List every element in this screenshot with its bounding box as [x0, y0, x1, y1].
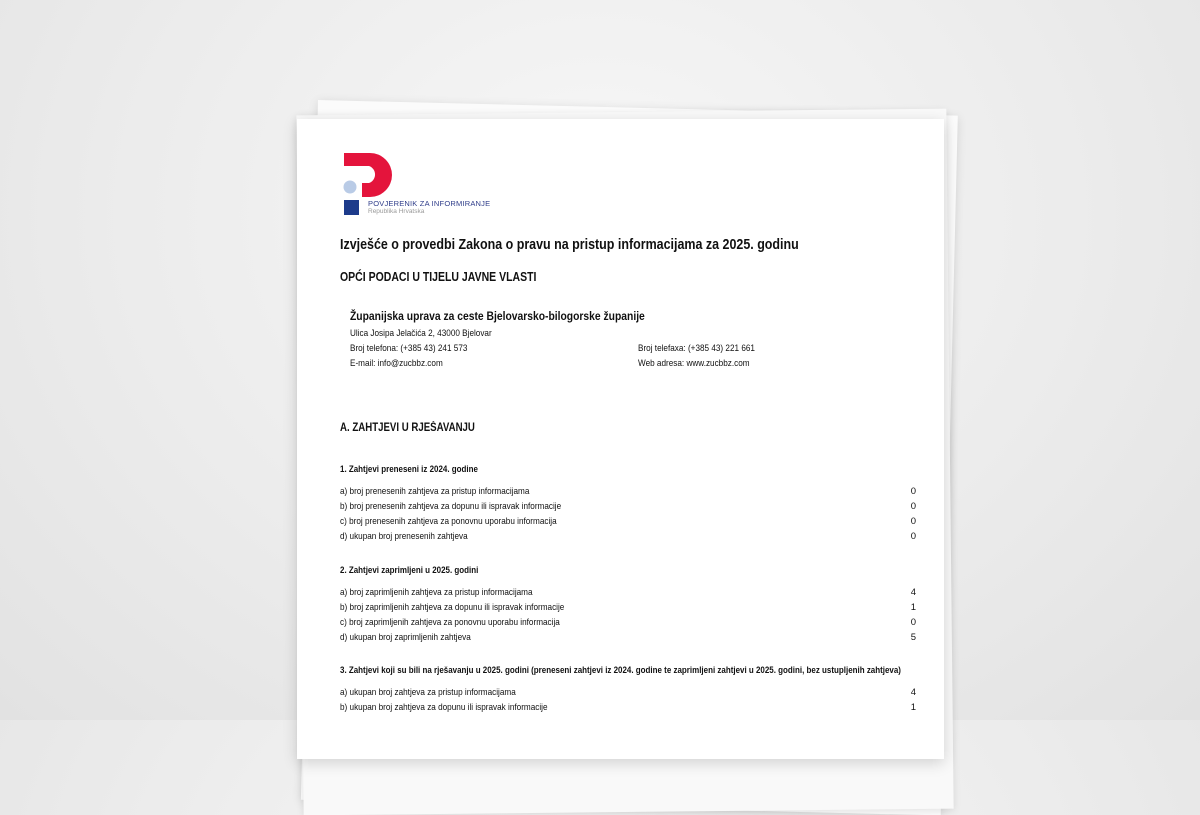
- row-label: c) broj zaprimljenih zahtjeva za ponovnu uporabu informacija: [340, 617, 560, 628]
- row-value: 5: [910, 632, 916, 643]
- table-row: [340, 501, 916, 514]
- row-label: b) broj prenesenih zahtjeva za dopunu ili ispravak informacije: [340, 501, 562, 512]
- povjerenik-logo: [342, 151, 492, 221]
- row-label: a) ukupan broj zahtjeva za pristup informacijama: [340, 687, 516, 698]
- table-row: [340, 702, 916, 715]
- row-value: 1: [910, 702, 916, 713]
- row-label: b) broj zaprimljenih zahtjeva za dopunu ili ispravak informacije: [340, 602, 565, 613]
- logo-subtitle: Republika Hrvatska: [368, 208, 425, 215]
- row-value: 0: [910, 516, 916, 527]
- general-data-heading: OPĆI PODACI U TIJELU JAVNE VLASTI: [340, 270, 537, 284]
- row-value: 4: [910, 687, 916, 698]
- document-title: Izvješće o provedbi Zakona o pravu na pristup informacijama za 2025. godinu: [340, 237, 799, 253]
- table-row: [340, 617, 916, 630]
- group-3-title: 3. Zahtjevi koji su bili na rješavanju u 2025. godini (preneseni zahtjevi iz 2024. godine te zaprimljeni zahtjevi u 2025. godini, bez ustupljenih zahtjeva): [340, 665, 901, 676]
- row-value: 1: [910, 602, 916, 613]
- row-label: a) broj zaprimljenih zahtjeva za pristup informacijama: [340, 587, 533, 598]
- organization-fax: Broj telefaxa: (+385 43) 221 661: [638, 343, 755, 354]
- row-value: 4: [910, 587, 916, 598]
- document-page: [297, 119, 944, 759]
- row-label: a) broj prenesenih zahtjeva za pristup informacijama: [340, 486, 530, 497]
- row-label: c) broj prenesenih zahtjeva za ponovnu uporabu informacija: [340, 516, 557, 527]
- row-value: 0: [910, 617, 916, 628]
- organization-email: E-mail: info@zucbbz.com: [350, 358, 443, 369]
- table-row: [340, 587, 916, 600]
- group-2-title: 2. Zahtjevi zaprimljeni u 2025. godini: [340, 565, 479, 576]
- table-row: [340, 486, 916, 499]
- organization-phone: Broj telefona: (+385 43) 241 573: [350, 343, 468, 354]
- row-value: 0: [910, 501, 916, 512]
- logo-title: POVJERENIK ZA INFORMIRANJE: [368, 199, 491, 208]
- organization-address: Ulica Josipa Jelačića 2, 43000 Bjelovar: [350, 328, 492, 339]
- organization-web: Web adresa: www.zucbbz.com: [638, 358, 750, 369]
- organization-name: Županijska uprava za ceste Bjelovarsko-bilogorske županije: [350, 309, 645, 323]
- table-row: [340, 531, 916, 544]
- group-1-title: 1. Zahtjevi preneseni iz 2024. godine: [340, 464, 478, 475]
- row-label: d) ukupan broj prenesenih zahtjeva: [340, 531, 468, 542]
- section-a-heading: A. ZAHTJEVI U RJEŠAVANJU: [340, 422, 475, 434]
- row-label: b) ukupan broj zahtjeva za dopunu ili ispravak informacije: [340, 702, 548, 713]
- table-row: [340, 687, 916, 700]
- row-value: 0: [910, 486, 916, 497]
- table-row: [340, 516, 916, 529]
- table-row: [340, 602, 916, 615]
- row-value: 0: [910, 531, 916, 542]
- row-label: d) ukupan broj zaprimljenih zahtjeva: [340, 632, 471, 643]
- table-row: [340, 632, 916, 645]
